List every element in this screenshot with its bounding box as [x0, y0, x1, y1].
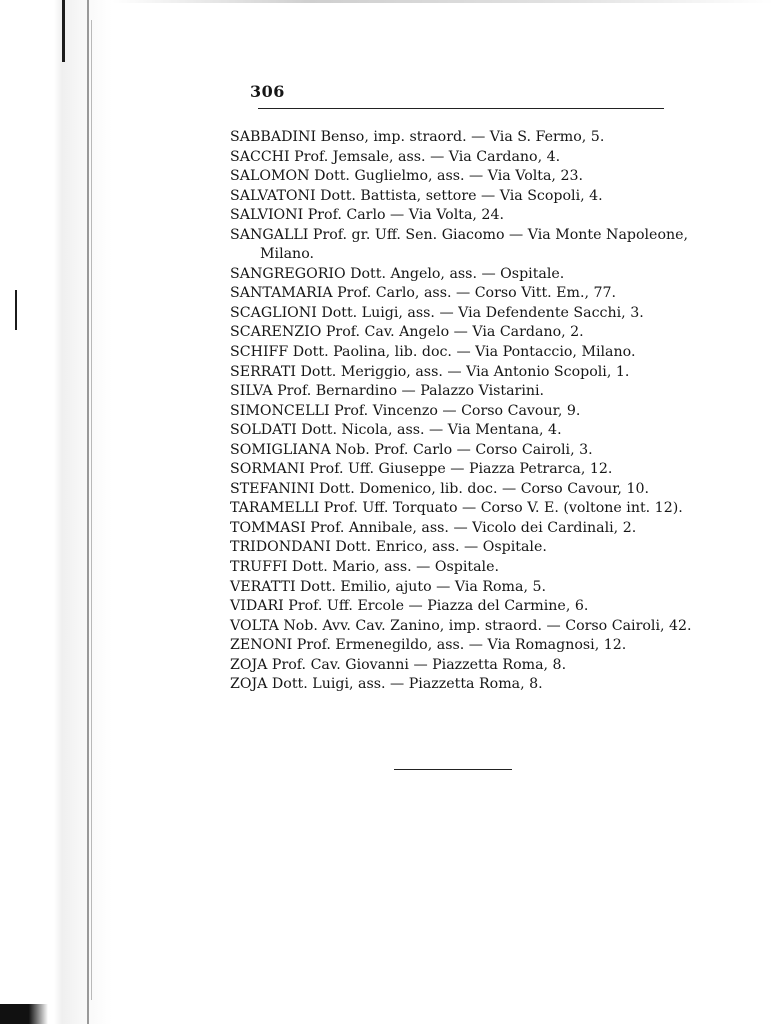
page-top-edge [112, 0, 774, 3]
directory-entry: SANTAMARIA Prof. Carlo, ass. — Corso Vitt. Em., 77. [230, 285, 617, 302]
directory-entry: SCHIFF Dott. Paolina, lib. doc. — Via Pontaccio, Milano. [230, 344, 636, 361]
directory-entry: SCAGLIONI Dott. Luigi, ass. — Via Defendente Sacchi, 3. [230, 304, 644, 321]
directory-entry: TRUFFI Dott. Mario, ass. — Ospitale. [230, 559, 499, 576]
margin-mark [15, 290, 17, 330]
directory-entry: SERRATI Dott. Meriggio, ass. — Via Antonio Scopoli, 1. [230, 363, 630, 380]
directory-entry: SIMONCELLI Prof. Vincenzo — Corso Cavour, 9. [230, 402, 581, 419]
directory-entry: STEFANINI Dott. Domenico, lib. doc. — Corso Cavour, 10. [230, 480, 650, 497]
directory-entry: SALOMON Dott. Guglielmo, ass. — Via Volta, 23. [230, 168, 584, 185]
header-rule [258, 108, 664, 109]
directory-entry: SOMIGLIANA Nob. Prof. Carlo — Corso Cairoli, 3. [230, 441, 593, 458]
end-rule [394, 769, 512, 770]
binding-mark [62, 0, 65, 62]
directory-entry: SANGREGORIO Dott. Angelo, ass. — Ospitale. [230, 265, 565, 282]
directory-entry: ZENONI Prof. Ermenegildo, ass. — Via Romagnosi, 12. [230, 637, 627, 654]
directory-list [230, 128, 700, 695]
binding-gutter [0, 0, 112, 1024]
directory-entry: TARAMELLI Prof. Uff. Torquato — Corso V. E. (voltone int. 12). [230, 500, 683, 517]
directory-entry: SALVATONI Dott. Battista, settore — Via Scopoli, 4. [230, 187, 603, 204]
directory-entry: TRIDONDANI Dott. Enrico, ass. — Ospitale. [230, 539, 547, 556]
directory-entry: TOMMASI Prof. Annibale, ass. — Vicolo dei Cardinali, 2. [230, 519, 637, 536]
binding-fold-line [87, 0, 89, 1024]
directory-entry: SILVA Prof. Bernardino — Palazzo Vistarini. [230, 383, 545, 400]
directory-entry: VOLTA Nob. Avv. Cav. Zanino, imp. straord. — Corso Cairoli, 42. [230, 617, 692, 634]
directory-entry: VERATTI Dott. Emilio, ajuto — Via Roma, 5. [230, 578, 547, 595]
directory-entry: SABBADINI Benso, imp. straord. — Via S. Fermo, 5. [230, 129, 605, 145]
directory-entry: SORMANI Prof. Uff. Giuseppe — Piazza Petrarca, 12. [230, 461, 613, 478]
page-number: 306 [250, 82, 285, 101]
directory-entry: SOLDATI Dott. Nicola, ass. — Via Mentana, 4. [230, 422, 562, 439]
directory-entry: ZOJA Prof. Cav. Giovanni — Piazzetta Roma, 8. [230, 656, 567, 673]
directory-entry: SANGALLI Prof. gr. Uff. Sen. Giacomo — Via Monte Napoleone, Milano. [230, 226, 689, 263]
directory-entry: VIDARI Prof. Uff. Ercole — Piazza del Carmine, 6. [230, 598, 589, 615]
directory-entry: ZOJA Dott. Luigi, ass. — Piazzetta Roma, 8. [230, 676, 543, 693]
corner-mark [0, 1004, 48, 1024]
directory-entry: SALVIONI Prof. Carlo — Via Volta, 24. [230, 207, 504, 224]
directory-entry: SCARENZIO Prof. Cav. Angelo — Via Cardano, 2. [230, 324, 584, 341]
directory-entry: SACCHI Prof. Jemsale, ass. — Via Cardano, 4. [230, 148, 561, 165]
binding-fold-shadow [91, 20, 92, 1000]
